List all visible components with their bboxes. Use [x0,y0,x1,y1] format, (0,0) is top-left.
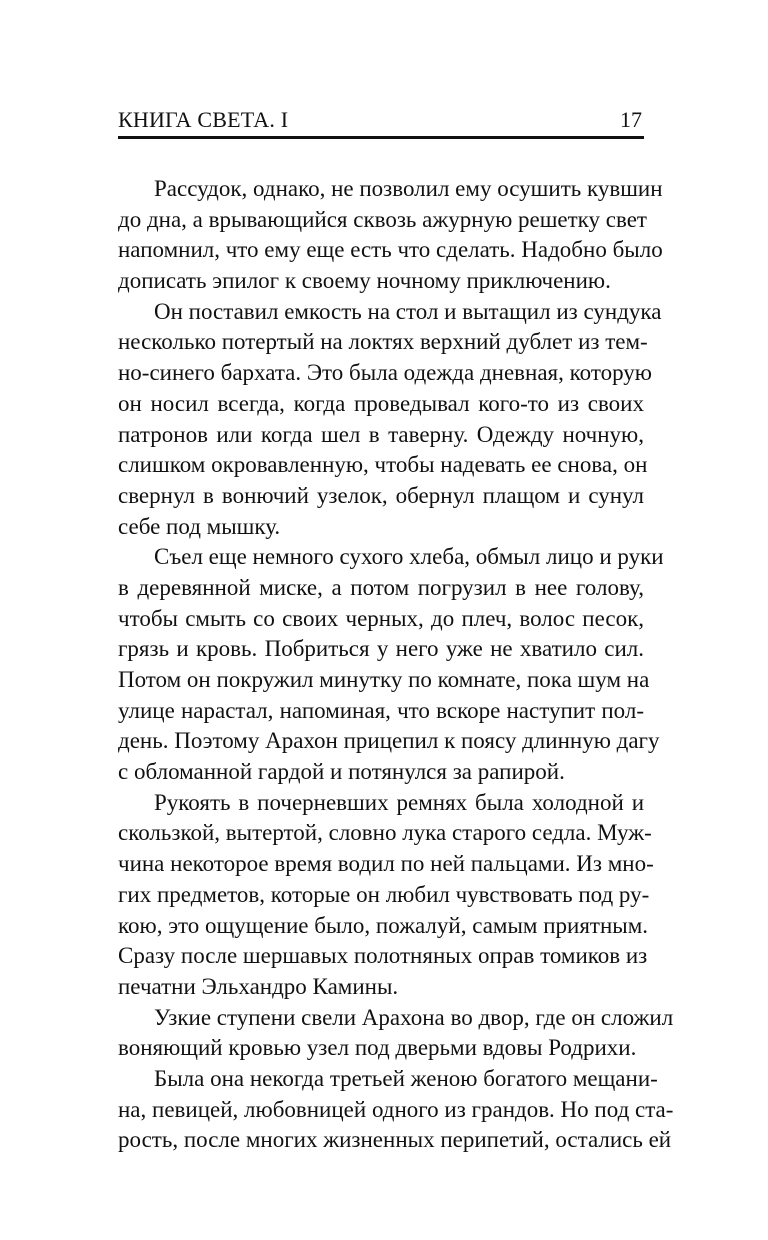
paragraph [118,542,664,788]
running-header [118,104,644,136]
text-line: но-синего бархата. Это была одежда дневная, которую [118,360,652,386]
text-line: патронов или когда шел в таверну. Одежду ночную, [118,421,644,447]
book-page [118,0,674,1240]
text-line: Была она некогда третьей женою богатого мещани- [154,1065,658,1091]
paragraph [118,297,662,543]
text-line: на, певицей, любовницей одного из грандов. Но под ста- [118,1096,674,1122]
text-line: Съел еще немного сухого хлеба, обмыл лицо и руки [154,544,664,570]
text-line: дописать эпилог к своему ночному приключению. [118,268,611,294]
text-line: Узкие ступени свели Арахона во двор, где он сложил [154,1004,674,1030]
text-line: скользкой, вытертой, словно лука старого седла. Муж- [118,820,652,846]
book-title: КНИГА СВЕТА. I [118,107,289,132]
text-line: несколько потертый на локтях верхний дублет из тем- [118,329,648,355]
text-line: грязь и кровь. Побриться у него уже не хватило сил. [118,636,644,662]
text-line: день. Поэтому Арахон прицепил к поясу длинную дагу [118,728,660,754]
paragraph [118,1003,674,1064]
header-rule [118,136,644,139]
text-line: Рукоять в почерневших ремнях была холодной и [154,789,644,815]
text-line: слишком окровавленную, чтобы надевать ее снова, он [118,452,648,478]
text-line: напомнил, что ему еще есть что сделать. Надобно было [118,237,663,263]
text-line: Он поставил емкость на стол и вытащил из сундука [154,298,662,324]
text-line: печатни Эльхандро Камины. [118,973,399,999]
body-text [118,174,674,1156]
text-line: свернул в вонючий узелок, обернул плащом и сунул [118,482,644,508]
text-line: себе под мышку. [118,513,281,539]
text-line: улице нарастал, напоминая, что вскоре наступит пол- [118,697,644,723]
text-line: с обломанной гардой и потянулся за рапирой. [118,759,565,785]
text-line: в деревянной миске, а потом погрузил в нее голову, [118,574,644,600]
text-line: Рассудок, однако, не позволил ему осушить кувшин [154,176,663,201]
text-line: кою, это ощущение было, пожалуй, самым приятным. [118,912,649,938]
text-line: до дна, а врывающийся сквозь ажурную решетку свет [118,206,647,232]
text-line: чина некоторое время водил по ней пальцами. Из мно- [118,851,654,877]
paragraph [118,1064,674,1156]
paragraph [118,788,654,1003]
text-line: воняющий кровью узел под дверьми вдовы Родрихи. [118,1035,637,1061]
page-number: 17 [620,107,642,132]
paragraph [118,174,663,297]
text-line: чтобы смыть со своих черных, до плеч, волос песок, [118,605,644,631]
text-line: он носил всегда, когда проведывал кого-то из своих [118,390,644,416]
text-line: Сразу после шершавых полотняных оправ томиков из [118,943,648,969]
text-line: гих предметов, которые он любил чувствовать под ру- [118,881,650,907]
text-line: Потом он покружил минутку по комнате, пока шум на [118,667,650,692]
text-line: рость, после многих жизненных перипетий, остались ей [118,1127,672,1153]
